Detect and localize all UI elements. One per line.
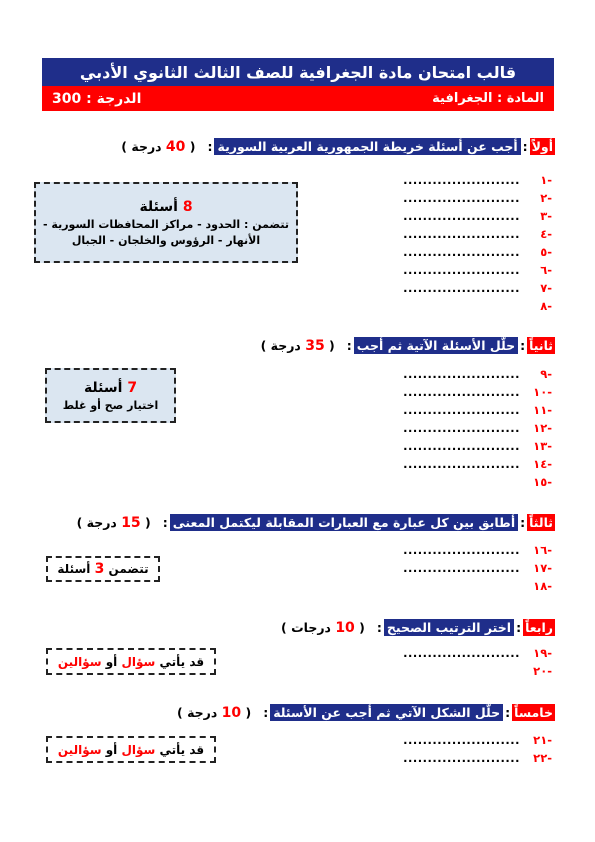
section-marks: ( 40 درجة ) xyxy=(121,138,196,155)
answer-line: -٨ xyxy=(540,299,552,313)
answer-line: -١٠ ........................ xyxy=(403,385,552,399)
note-line: قد يأتي سؤال أو سؤالين xyxy=(57,654,205,669)
section-1-heading xyxy=(121,138,555,155)
answer-line: -٢ ........................ xyxy=(403,191,552,205)
section-instruction: أجب عن أسئلة خريطة الجمهورية العربية السورية xyxy=(214,138,520,155)
section-number: خامساً xyxy=(514,705,553,720)
section-1-note-box xyxy=(34,182,298,263)
subject-label: المادة : الجغرافية xyxy=(432,91,544,106)
colon: : xyxy=(520,515,526,530)
section-3-note-box xyxy=(46,556,160,582)
section-marks: ( 10 درجة ) xyxy=(177,704,252,721)
note-line: الأنهار - الرؤوس والخلجان - الجبال xyxy=(71,233,261,247)
answer-line: -٣ ........................ xyxy=(403,209,552,223)
answer-line: -٢١ ........................ xyxy=(403,733,552,747)
section-5-heading xyxy=(177,704,555,721)
answer-line: -١٦ ........................ xyxy=(403,543,552,557)
colon: : xyxy=(520,338,526,353)
section-marks: ( 35 درجة ) xyxy=(260,337,335,354)
colon: : xyxy=(522,139,528,154)
answer-line: -٤ ........................ xyxy=(403,227,552,241)
answer-line: -١٩ ........................ xyxy=(403,646,552,660)
note-line: قد يأتي سؤال أو سؤالين xyxy=(57,742,205,757)
colon: : xyxy=(505,705,511,720)
section-number: ثانياً xyxy=(529,338,553,353)
section-instruction: حلّل الأسئلة الآتية ثم أجب xyxy=(354,337,518,354)
section-marks: ( 10 درجات ) xyxy=(281,619,365,636)
section-instruction: أطابق بين كل عبارة مع العبارات المقابلة ليكتمل المعنى xyxy=(170,514,518,531)
question-count: تتضمن 3 أسئلة xyxy=(57,561,149,577)
answer-line: -٧ ........................ xyxy=(403,281,552,295)
answer-line: -٥ ........................ xyxy=(403,245,552,259)
section-4-heading xyxy=(281,619,555,636)
section-4-note-box xyxy=(46,648,216,675)
colon: : xyxy=(207,139,213,154)
note-line: اختيار صح أو غلط xyxy=(62,398,159,412)
exam-title: قالب امتحان مادة الجغرافية للصف الثالث الثانوي الأدبي xyxy=(42,58,554,86)
answer-line: -١٥ xyxy=(533,475,552,489)
subject-bar xyxy=(42,86,554,111)
answer-line: -١٣ ........................ xyxy=(403,439,552,453)
answer-line: -٢٢ ........................ xyxy=(403,751,552,765)
section-number: رابعاً xyxy=(525,620,553,635)
section-number: أولاً xyxy=(531,139,553,154)
answer-line: -١١ ........................ xyxy=(403,403,552,417)
colon: : xyxy=(376,620,382,635)
answer-line: -١٧ ........................ xyxy=(403,561,552,575)
section-2-heading xyxy=(261,337,555,354)
section-5-note-box xyxy=(46,736,216,763)
section-2-note-box xyxy=(45,368,176,423)
total-grade: الدرجة : 300 xyxy=(52,90,142,107)
question-count: 8 أسئلة xyxy=(139,198,193,215)
section-marks: ( 15 درجة ) xyxy=(76,514,151,531)
answer-line: -٢٠ xyxy=(533,664,552,678)
colon: : xyxy=(263,705,269,720)
section-instruction: حلّل الشكل الآتي ثم أجب عن الأسئلة xyxy=(270,704,503,721)
note-line: تتضمن : الحدود - مراكز المحافظات السورية - xyxy=(43,217,289,231)
answer-line: -١٤ ........................ xyxy=(403,457,552,471)
answer-line: -٩ ........................ xyxy=(403,367,552,381)
answer-line: -١ ........................ xyxy=(403,173,552,187)
answer-line: -١٨ xyxy=(533,579,552,593)
colon: : xyxy=(516,620,522,635)
section-instruction: اختر الترتيب الصحيح xyxy=(384,619,514,636)
answer-line: -١٢ ........................ xyxy=(403,421,552,435)
section-number: ثالثاً xyxy=(529,515,553,530)
question-count: 7 أسئلة xyxy=(83,379,138,396)
answer-line: -٦ ........................ xyxy=(403,263,552,277)
colon: : xyxy=(162,515,168,530)
section-3-heading xyxy=(77,514,555,531)
colon: : xyxy=(346,338,352,353)
